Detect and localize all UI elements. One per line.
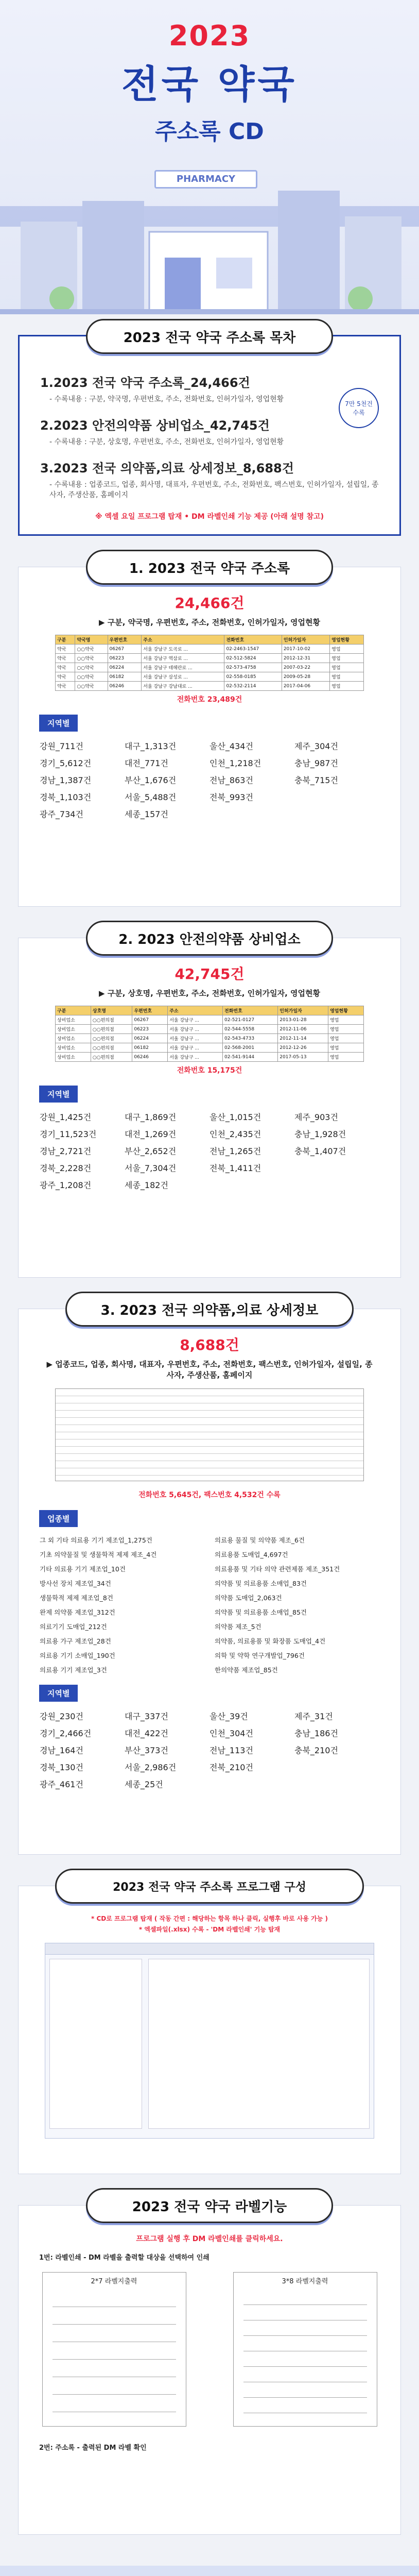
section-title: 2023 전국 약국 주소록 프로그램 구성: [55, 1869, 364, 1904]
col-header: 인허가일자: [282, 635, 329, 645]
grid-item: 충북_210건: [294, 1745, 338, 1755]
toc-list: [40, 372, 379, 500]
table-cell: 약국: [56, 663, 75, 672]
grid-item: 서울_2,986건: [125, 1762, 177, 1772]
col-header: 우편번호: [132, 1006, 168, 1015]
grid-item: 경북_1,103건: [40, 792, 92, 802]
toc-item-heading: 2.2023 안전의약품 상비업소_42,745건: [40, 418, 270, 433]
area-grid: [40, 740, 379, 820]
grid-item: 전남_113건: [210, 1745, 253, 1755]
grid-item: 전북_210건: [210, 1762, 253, 1772]
grid-item: [294, 1761, 379, 1773]
table-cell: 06246: [132, 1053, 168, 1062]
category-grid: [40, 1535, 379, 1674]
hero-title: 전국 약국: [121, 62, 298, 107]
sheet-title: 2*7 라벨지출력: [91, 2278, 137, 2285]
grid-item: 충북_715건: [294, 775, 338, 785]
grid-item: 부산_1,676건: [125, 775, 177, 785]
grid-item: 전북_993건: [210, 792, 253, 802]
grid-item: 울산_39건: [210, 1711, 248, 1721]
grid-item: 제주_903건: [294, 1112, 338, 1122]
table-cell: 02-544-5558: [223, 1025, 278, 1034]
grid-item: 서울_5,488건: [125, 792, 177, 802]
table-cell: 영업: [328, 1015, 364, 1025]
table-cell: 2017-05-13: [278, 1053, 328, 1062]
label-step: 1번: 라벨인쇄 - DM 라벨을 출력할 대상을 선택하여 인쇄: [39, 2254, 210, 2262]
table-cell: 상비업소: [56, 1053, 91, 1062]
table-cell: 서울 강남구 역삼로 ...: [142, 654, 224, 663]
table-cell: 06223: [108, 654, 142, 663]
table-cell: 2012-12-26: [278, 1043, 328, 1053]
table-cell: ○○편의점: [91, 1053, 132, 1062]
grid-item: 경기_2,466건: [40, 1728, 92, 1738]
table-cell: 2013-01-28: [278, 1015, 328, 1025]
grid-item: 부산_2,652건: [125, 1146, 177, 1156]
grid-item: 충북_1,407건: [294, 1146, 346, 1156]
program-screenshot: [45, 1943, 374, 2139]
table-row: [56, 663, 364, 672]
table-cell: 02-512-5824: [224, 654, 282, 663]
table-cell: 상비업소: [56, 1034, 91, 1043]
sample-table: [55, 635, 364, 691]
table-cell: 02-558-0185: [224, 672, 282, 682]
grid-item: 대구_337건: [125, 1711, 168, 1721]
col-header: 주소: [168, 1006, 223, 1015]
grid-item: 의료용품 도매업_4,697건: [215, 1551, 288, 1558]
grid-item: 기타 의료용 기기 제조업_10건: [40, 1565, 126, 1573]
table-row: [56, 682, 364, 691]
table-cell: 영업: [330, 682, 364, 691]
grid-item: 제주_31건: [294, 1711, 333, 1721]
table-cell: ○○약국: [75, 672, 108, 682]
table-cell: 영업: [330, 654, 364, 663]
label-desc: 프로그램 실행 후 DM 라벨인쇄를 클릭하세요.: [136, 2235, 283, 2243]
grid-item: 의약품 제조_5건: [215, 1623, 261, 1631]
grid-item: 강원_711건: [40, 741, 83, 751]
table-cell: ○○편의점: [91, 1025, 132, 1034]
table-cell: 02-541-9144: [223, 1053, 278, 1062]
table-row: [56, 645, 364, 654]
table-cell: 2017-10-02: [282, 645, 329, 654]
hero-banner: [0, 0, 419, 314]
table-cell: 영업: [330, 663, 364, 672]
area-grid: [40, 1111, 379, 1191]
toc-item: [40, 458, 379, 500]
field-list: ▶ 구분, 상호명, 우편번호, 주소, 전화번호, 인허가일자, 영업현황: [98, 989, 321, 998]
table-row: [56, 1025, 364, 1034]
table-cell: 서울 강남구 ...: [168, 1053, 223, 1062]
city-illustration: [0, 160, 419, 314]
table-cell: 02-568-2001: [223, 1043, 278, 1053]
file-tree: [49, 1959, 142, 2129]
col-header: 구분: [56, 635, 75, 645]
grid-item: 인천_1,218건: [210, 758, 261, 768]
table-cell: 06246: [108, 682, 142, 691]
table-cell: 상비업소: [56, 1025, 91, 1034]
section-title: 3. 2023 전국 의약품,의료 상세정보: [65, 1292, 354, 1327]
table-cell: 서울 강남구 ...: [168, 1034, 223, 1043]
grid-item: 경기_5,612건: [40, 758, 92, 768]
grid-item: 대전_422건: [125, 1728, 168, 1738]
field-list: ▶ 업종코드, 업종, 회사명, 대표자, 우편번호, 주소, 전화번호, 팩스번호, 인허가일자, 설립일, 종사자, 주생산품, 홈페이지: [46, 1360, 373, 1380]
table-cell: 약국: [56, 672, 75, 682]
hero-subtitle: 주소록 CD: [155, 118, 264, 145]
grid-item: 방사선 장치 제조업_34건: [40, 1580, 111, 1587]
grid-item: 세종_182건: [125, 1180, 168, 1190]
grid-item: 그 외 기타 의료용 기기 제조업_1,275건: [40, 1536, 152, 1544]
grid-item: [210, 1179, 294, 1191]
table-cell: 영업: [328, 1053, 364, 1062]
area-tag: 지역별: [39, 715, 78, 732]
table-cell: ○○약국: [75, 654, 108, 663]
grid-item: [294, 1179, 379, 1191]
sheet-grid: [53, 2290, 176, 2424]
grid-item: 울산_434건: [210, 741, 253, 751]
table-cell: 02-532-2114: [224, 682, 282, 691]
col-header: 인허가일자: [278, 1006, 328, 1015]
table-cell: 영업: [328, 1043, 364, 1053]
table-cell: 06223: [132, 1025, 168, 1034]
toc-item-desc: - 수록내용 : 구분, 약국명, 우편번호, 주소, 전화번호, 인허가일자, 영업현황: [49, 395, 284, 403]
grid-item: 인천_304건: [210, 1728, 253, 1738]
grid-item: 제주_304건: [294, 741, 338, 751]
grid-item: 대전_1,269건: [125, 1129, 177, 1139]
table-cell: 서울 강남구 강남대로 ...: [142, 682, 224, 691]
table-row: [56, 654, 364, 663]
grid-item: 인천_2,435건: [210, 1129, 261, 1139]
col-header: 구분: [56, 1006, 91, 1015]
table-row: [56, 1043, 364, 1053]
toc-note: ※ 엑셀 요일 프로그램 탑재 • DM 라벨인쇄 기능 제공 (아래 설명 참고): [95, 513, 324, 521]
grid-item: 의약품, 의료용품 및 화장품 도매업_4건: [215, 1637, 326, 1645]
record-count: 42,745건: [174, 965, 245, 982]
sheet-grid: [243, 2290, 367, 2424]
label-sheets: [19, 2272, 400, 2427]
grid-item: 완제 의약품 제조업_312건: [40, 1608, 115, 1616]
table-row: [56, 1015, 364, 1025]
grid-item: 울산_1,015건: [210, 1112, 261, 1122]
toc-item-heading: 1.2023 전국 약국 주소록_24,466건: [40, 376, 250, 390]
table-cell: 2017-04-06: [282, 682, 329, 691]
program-line: * CD로 프로그램 탑재 ( 작동 간편 : 해당하는 항목 하나 클릭, 실행후 바로 사용 가능 ): [91, 1915, 328, 1922]
grid-item: 충남_1,928건: [294, 1129, 346, 1139]
program-line: * 엑셀파일(.xlsx) 수록 - 'DM 라벨인쇄' 기능 탑재: [138, 1926, 281, 1933]
col-header: 우편번호: [108, 635, 142, 645]
grid-item: 강원_230건: [40, 1711, 83, 1721]
pharmacy-section: [18, 561, 401, 907]
table-cell: 02-543-4733: [223, 1034, 278, 1043]
category-tag: 업종별: [39, 1510, 78, 1527]
col-header: 주소: [142, 635, 224, 645]
grid-item: [294, 808, 379, 820]
grid-item: 의료용 가구 제조업_28건: [40, 1637, 111, 1645]
grid-item: [210, 808, 294, 820]
grid-item: 의학 및 약학 연구개발업_796건: [215, 1652, 305, 1659]
grid-item: [294, 791, 379, 803]
table-cell: 2012-12-31: [282, 654, 329, 663]
table-cell: ○○편의점: [91, 1043, 132, 1053]
table-cell: 06224: [132, 1034, 168, 1043]
sample-table: [55, 1006, 364, 1062]
table-cell: 02-573-4758: [224, 663, 282, 672]
grid-item: 대전_771건: [125, 758, 168, 768]
area-grid: [40, 1710, 379, 1790]
table-cell: ○○약국: [75, 645, 108, 654]
grid-item: 경북_2,228건: [40, 1163, 92, 1173]
phone-total: 전화번호 15,175건: [177, 1066, 242, 1075]
table-cell: 06267: [132, 1015, 168, 1025]
table-cell: 약국: [56, 645, 75, 654]
phone-total: 전화번호 5,645건, 팩스번호 4,532건 수록: [138, 1491, 281, 1499]
section-title: 1. 2023 전국 약국 주소록: [86, 550, 333, 585]
section-title: 2023 전국 약국 라벨기능: [86, 2188, 333, 2223]
pharmacy-sign: PHARMACY: [154, 170, 257, 189]
table-cell: 02-521-0127: [223, 1015, 278, 1025]
table-cell: 영업: [330, 672, 364, 682]
grid-item: 전북_1,411건: [210, 1163, 261, 1173]
grid-item: 서울_7,304건: [125, 1163, 177, 1173]
table-cell: 영업: [330, 645, 364, 654]
section-title: 2. 2023 안전의약품 상비업소: [86, 921, 333, 956]
field-list: ▶ 구분, 약국명, 우편번호, 주소, 전화번호, 인허가일자, 영업현황: [98, 618, 321, 627]
grid-item: 광주_734건: [40, 809, 83, 819]
table-cell: 06224: [108, 663, 142, 672]
table-cell: 06267: [108, 645, 142, 654]
phone-total: 전화번호 23,489건: [177, 696, 242, 704]
hero-year: 2023: [168, 20, 251, 52]
grid-item: 경남_164건: [40, 1745, 83, 1755]
grid-item: 생물학적 제제 제조업_8건: [40, 1594, 113, 1602]
table-cell: 서울 강남구 도곡로 ...: [142, 645, 224, 654]
grid-item: 의료용 기기 제조업_3건: [40, 1666, 107, 1674]
col-header: 영업현황: [330, 635, 364, 645]
table-cell: 2012-11-06: [278, 1025, 328, 1034]
label-step: 2번: 주소록 - 출력된 DM 라벨 확인: [39, 2444, 147, 2452]
safety-medicine-section: [18, 931, 401, 1278]
file-list: [148, 1959, 370, 2129]
grid-item: 광주_1,208건: [40, 1180, 92, 1190]
grid-item: 의약품 도매업_2,063건: [215, 1594, 282, 1602]
window-titlebar: [45, 1943, 374, 1955]
sample-table-image: [55, 1388, 364, 1481]
table-cell: 약국: [56, 682, 75, 691]
grid-item: 경기_11,523건: [40, 1129, 97, 1139]
col-header: 전화번호: [223, 1006, 278, 1015]
grid-item: 의료용 물질 및 의약품 제조_6건: [215, 1536, 305, 1544]
table-cell: 02-2463-1547: [224, 645, 282, 654]
table-cell: 약국: [56, 654, 75, 663]
grid-item: 전남_863건: [210, 775, 253, 785]
grid-item: 한의약품 제조업_85건: [215, 1666, 278, 1674]
grid-item: 의료용품 및 기타 의약 관련제품 제조_351건: [215, 1565, 340, 1573]
toc-title: 2023 전국 약국 주소록 목차: [86, 319, 333, 354]
cta-box: [0, 2566, 419, 2576]
table-cell: ○○편의점: [91, 1015, 132, 1025]
label-section: [18, 2199, 401, 2535]
grid-item: 의료기기 도매업_212건: [40, 1623, 107, 1631]
col-header: 영업현황: [328, 1006, 364, 1015]
toc-item: [40, 415, 379, 447]
table-cell: 06182: [132, 1043, 168, 1053]
toc-item-desc: - 수록내용 : 구분, 상호명, 우편번호, 주소, 전화번호, 인허가일자, 영업현황: [49, 438, 284, 446]
col-header: 상호명: [91, 1006, 132, 1015]
col-header: 약국명: [75, 635, 108, 645]
toc-item: [40, 372, 379, 404]
grid-item: [294, 1162, 379, 1174]
table-cell: 06182: [108, 672, 142, 682]
grid-item: 경남_2,721건: [40, 1146, 92, 1156]
area-tag: 지역별: [39, 1086, 78, 1103]
program-section: [18, 1880, 401, 2174]
table-cell: 서울 강남구 ...: [168, 1043, 223, 1053]
table-cell: ○○약국: [75, 663, 108, 672]
table-cell: 서울 강남구 ...: [168, 1025, 223, 1034]
grid-item: 대구_1,313건: [125, 741, 177, 751]
table-cell: 서울 강남구 ...: [168, 1015, 223, 1025]
grid-item: 경남_1,387건: [40, 775, 92, 785]
record-count: 24,466건: [174, 595, 245, 612]
grid-item: 충남_987건: [294, 758, 338, 768]
table-cell: ○○약국: [75, 682, 108, 691]
table-row: [56, 672, 364, 682]
grid-item: 의약품 및 의료용품 소매업_83건: [215, 1580, 307, 1587]
col-header: 전화번호: [224, 635, 282, 645]
area-tag: 지역별: [39, 1685, 78, 1702]
toc-item-heading: 3.2023 전국 의약품,의료 상세정보_8,688건: [40, 461, 294, 476]
grid-item: 의료용 기기 소매업_190건: [40, 1652, 115, 1659]
grid-item: 세종_157건: [125, 809, 168, 819]
label-sheet-3x8: [233, 2272, 377, 2427]
table-cell: 서울 강남구 테헤란로 ...: [142, 663, 224, 672]
toc-badge: 7만 5천건 수록: [339, 388, 379, 428]
label-sheet-2x7: [42, 2272, 186, 2427]
grid-item: 경북_130건: [40, 1762, 83, 1772]
table-cell: 영업: [328, 1034, 364, 1043]
table-cell: 영업: [328, 1025, 364, 1034]
grid-item: [210, 1778, 294, 1790]
grid-item: 의약품 및 의료용품 소매업_85건: [215, 1608, 307, 1616]
table-row: [56, 1034, 364, 1043]
record-count: 8,688건: [180, 1336, 239, 1353]
sheet-title: 3*8 라벨지출력: [282, 2278, 328, 2285]
toc-item-desc: - 수록내용 : 업종코드, 업종, 회사명, 대표자, 우편번호, 주소, 전화번호, 팩스번호, 인허가일자, 설립일, 종사자, 주생산품, 홈페이지: [49, 481, 379, 499]
table-cell: 2007-03-22: [282, 663, 329, 672]
grid-item: 강원_1,425건: [40, 1112, 92, 1122]
table-cell: 서울 강남구 삼성로 ...: [142, 672, 224, 682]
grid-item: [294, 1778, 379, 1790]
table-cell: 2012-11-14: [278, 1034, 328, 1043]
grid-item: 충남_186건: [294, 1728, 338, 1738]
grid-item: 대구_1,869건: [125, 1112, 177, 1122]
table-cell: 2009-05-28: [282, 672, 329, 682]
grid-item: 전남_1,265건: [210, 1146, 261, 1156]
medical-detail-section: [18, 1302, 401, 1855]
table-cell: ○○편의점: [91, 1034, 132, 1043]
table-cell: 상비업소: [56, 1015, 91, 1025]
table-row: [56, 1053, 364, 1062]
toc-section: [18, 330, 401, 536]
grid-item: 부산_373건: [125, 1745, 168, 1755]
grid-item: 세종_25건: [125, 1780, 163, 1789]
grid-item: 기초 의약물질 및 생물학적 제제 제조_4건: [40, 1551, 157, 1558]
table-cell: 상비업소: [56, 1043, 91, 1053]
grid-item: 광주_461건: [40, 1780, 83, 1789]
